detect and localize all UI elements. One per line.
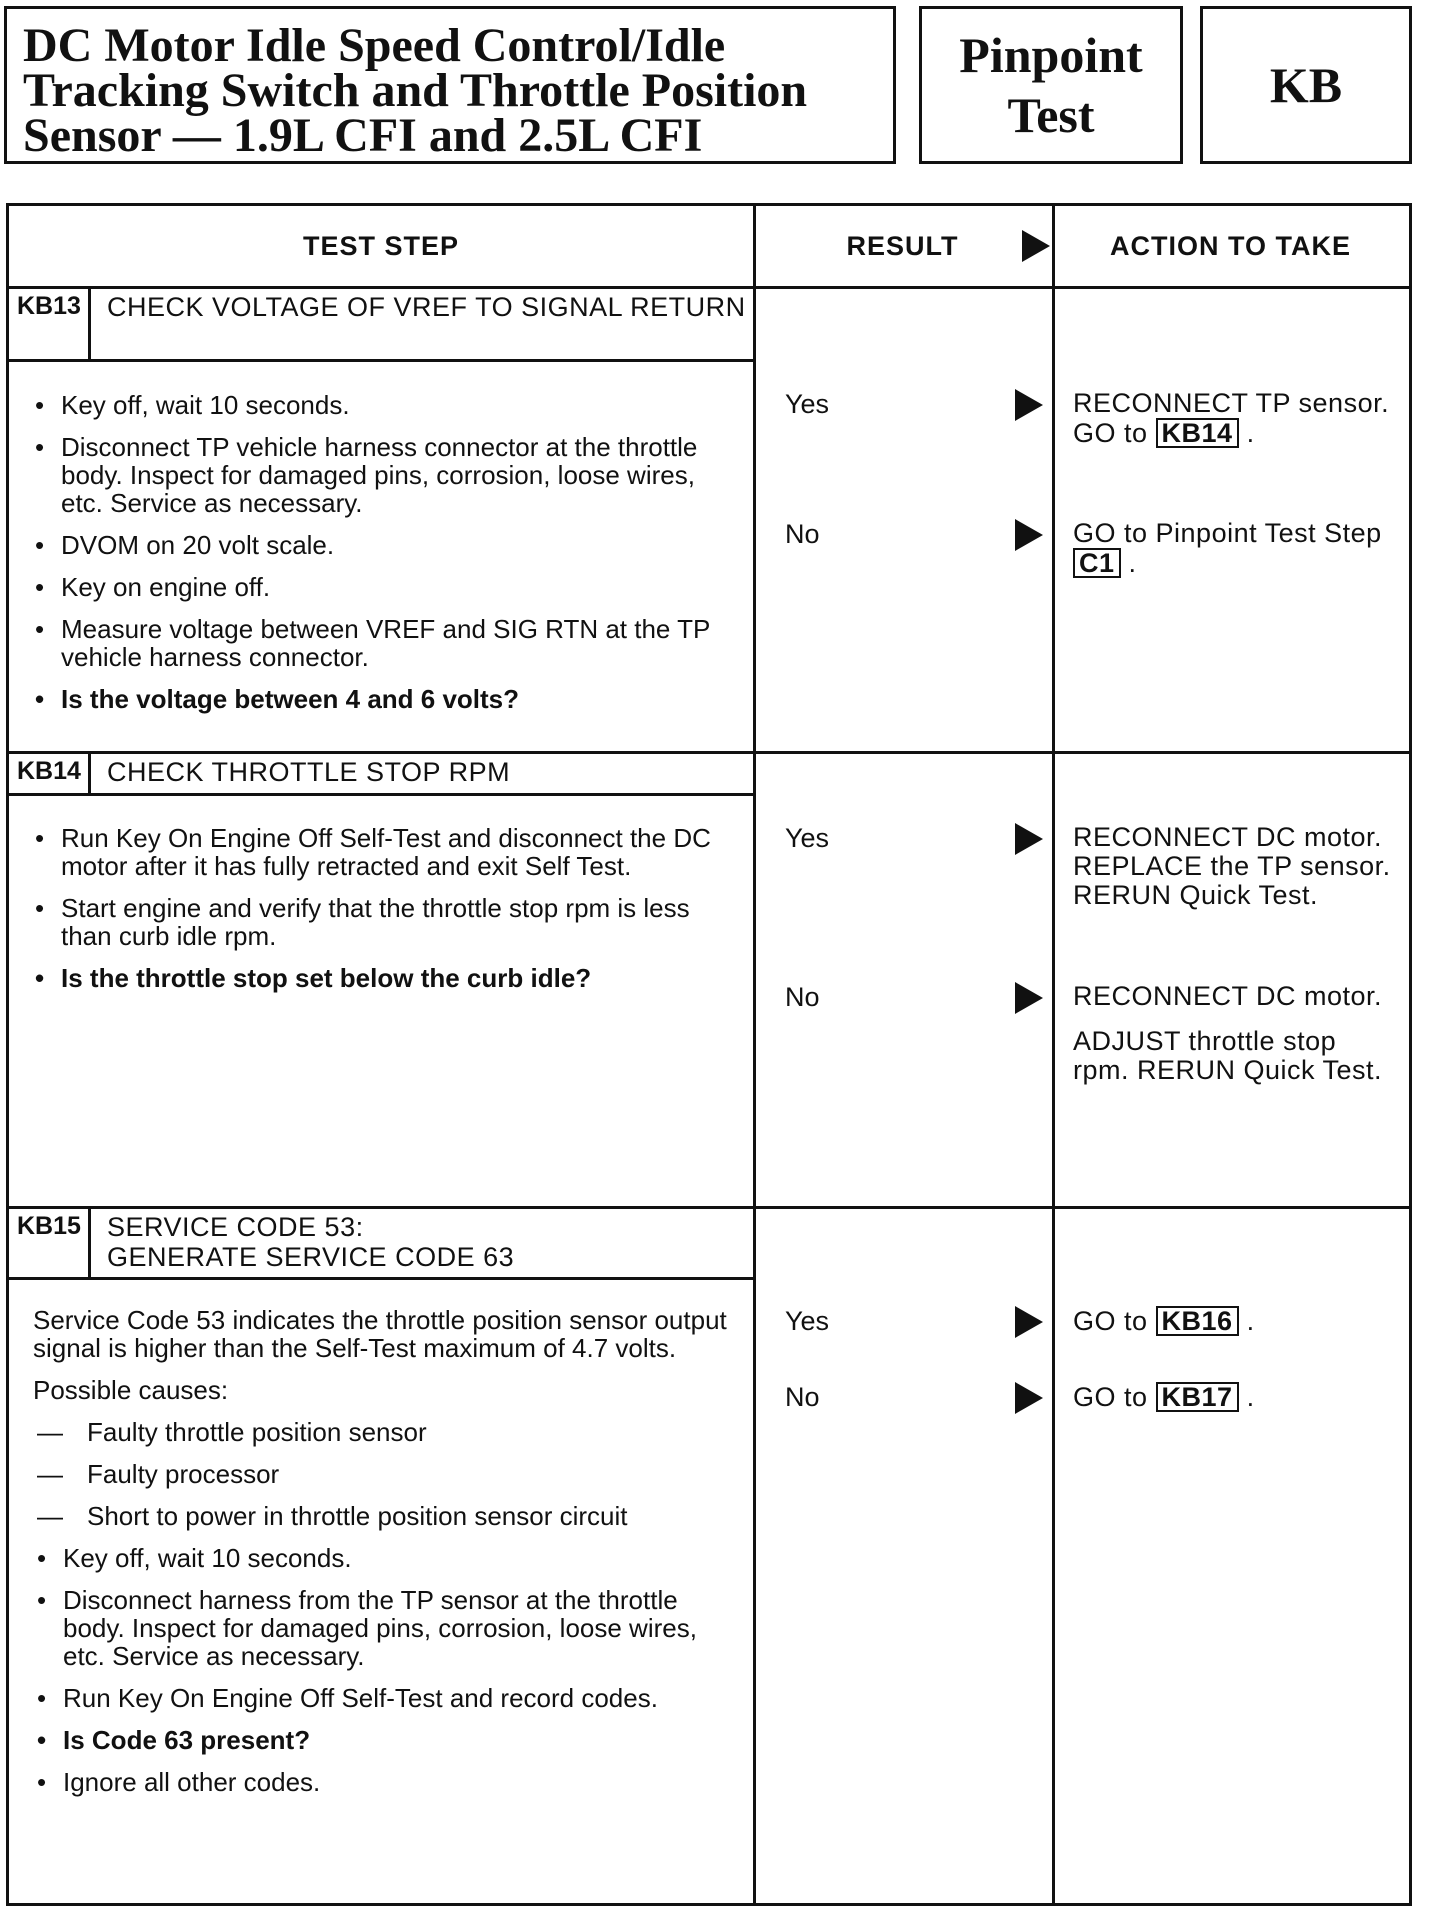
step-title-line: SERVICE CODE 53: — [107, 1212, 364, 1242]
list-item: • Ignore all other codes. — [33, 1768, 733, 1796]
step-ref-kb17[interactable]: KB17 — [1156, 1382, 1239, 1412]
action-text: ADJUST throttle stop rpm. RERUN Quick Test. — [1073, 1026, 1383, 1085]
step-title-line: GENERATE SERVICE CODE 63 — [107, 1242, 515, 1272]
action-go-text: GO to Pinpoint Test Step — [1073, 518, 1382, 548]
header-action: ACTION TO TAKE — [1110, 230, 1351, 261]
page-title-line-2: Tracking Switch and Throttle Position — [23, 64, 808, 117]
page-title-line-1: DC Motor Idle Speed Control/Idle — [23, 19, 726, 72]
list-item: • Key off, wait 10 seconds. — [31, 391, 731, 419]
action-yes-kb14: RECONNECT DC motor. REPLACE the TP sensor. RERUN Quick Test. — [1073, 822, 1391, 910]
header-test-step: TEST STEP — [302, 230, 460, 261]
list-item: — Faulty throttle position sensor — [33, 1418, 733, 1446]
list-item: • Key off, wait 10 seconds. — [33, 1544, 733, 1572]
step-title-kb14: CHECK THROTTLE STOP RPM — [107, 757, 511, 787]
paragraph: Service Code 53 indicates the throttle position sensor output signal is higher than the Self-Test maximum of 4.7 volts. — [33, 1305, 727, 1363]
step-id-kb13: KB13 — [9, 286, 91, 359]
arrow-right-icon — [1015, 982, 1043, 1014]
action-go-text: GO to — [1073, 1382, 1148, 1412]
test-code: KB — [1269, 57, 1343, 113]
result-yes-kb15: Yes — [785, 1306, 830, 1336]
step-title-divider — [9, 1277, 753, 1280]
arrow-right-icon — [1015, 823, 1043, 855]
list-item: • Measure voltage between VREF and SIG RTN at the TP vehicle harness connector. — [31, 615, 731, 671]
list-item-question: • Is Code 63 present? — [33, 1726, 733, 1754]
list-item-question: • Is the voltage between 4 and 6 volts? — [31, 685, 731, 713]
causes-label: Possible causes: — [33, 1375, 229, 1405]
step-id-kb14: KB14 — [9, 751, 91, 793]
result-yes-kb14: Yes — [785, 823, 830, 853]
list-item-question: • Is the throttle stop set below the curb idle? — [31, 964, 731, 992]
result-no-kb13: No — [785, 519, 820, 549]
arrow-right-icon — [1022, 230, 1050, 262]
page-title-box — [4, 6, 896, 164]
list-item: • Run Key On Engine Off Self-Test and disconnect the DC motor after it has fully retracted and exit Self Test. — [31, 824, 731, 880]
list-item: • Key on engine off. — [31, 573, 731, 601]
result-no-kb15: No — [785, 1382, 820, 1412]
step-id-kb15: KB15 — [9, 1206, 91, 1277]
arrow-right-icon — [1015, 519, 1043, 551]
arrow-right-icon — [1015, 389, 1043, 421]
test-table — [6, 203, 1412, 1906]
step-title-divider — [9, 793, 753, 796]
list-item: • Disconnect harness from the TP sensor at the throttle body. Inspect for damaged pins, corrosion, loose wires, etc. Service as necessary. — [33, 1586, 733, 1670]
action-text: RECONNECT TP sensor. — [1073, 388, 1390, 418]
step-body-kb14 — [31, 824, 731, 1006]
step-ref-kb16[interactable]: KB16 — [1156, 1306, 1239, 1336]
action-no-kb13: GO to Pinpoint Test Step C1 . — [1073, 518, 1382, 578]
action-go-text: GO to — [1073, 418, 1148, 448]
header-result-label: RESULT — [846, 230, 959, 261]
result-yes-kb13: Yes — [785, 389, 830, 419]
action-text: RECONNECT DC motor. — [1073, 981, 1383, 1011]
list-item: • Disconnect TP vehicle harness connector at the throttle body. Inspect for damaged pins, corrosion, loose wires, etc. Service as necessary. — [31, 433, 731, 517]
header-result — [753, 206, 1052, 286]
step-title-kb15 — [107, 1206, 747, 1272]
action-no-kb14 — [1073, 982, 1393, 1101]
result-no-kb14: No — [785, 982, 820, 1012]
arrow-right-icon — [1015, 1382, 1043, 1414]
step-body-kb15 — [33, 1306, 733, 1810]
action-yes-kb13: RECONNECT TP sensor. GO to KB14 . — [1073, 389, 1393, 448]
test-label: Test — [1007, 87, 1095, 143]
action-go-text: GO to — [1073, 1306, 1148, 1336]
test-code-box — [1200, 6, 1412, 164]
page-title-line-3: Sensor — 1.9L CFI and 2.5L CFI — [23, 109, 703, 162]
step-body-kb13 — [31, 391, 731, 727]
step-ref-kb14[interactable]: KB14 — [1156, 418, 1239, 448]
action-no-kb15: GO to KB17 . — [1073, 1382, 1255, 1412]
step-title-kb13: CHECK VOLTAGE OF VREF TO SIGNAL RETURN — [107, 292, 746, 322]
list-item: • Start engine and verify that the throttle stop rpm is less than curb idle rpm. — [31, 894, 731, 950]
step-title-divider — [9, 359, 753, 362]
pinpoint-test-box — [919, 6, 1183, 164]
list-item: • Run Key On Engine Off Self-Test and record codes. — [33, 1684, 733, 1712]
step-ref-c1[interactable]: C1 — [1073, 548, 1121, 578]
column-divider — [753, 206, 756, 1903]
column-divider — [1052, 206, 1055, 1903]
action-yes-kb15: GO to KB16 . — [1073, 1306, 1255, 1336]
list-item: — Short to power in throttle position sensor circuit — [33, 1502, 733, 1530]
pinpoint-label: Pinpoint — [959, 27, 1143, 83]
arrow-right-icon — [1015, 1306, 1043, 1338]
list-item: — Faulty processor — [33, 1460, 733, 1488]
list-item: • DVOM on 20 volt scale. — [31, 531, 731, 559]
